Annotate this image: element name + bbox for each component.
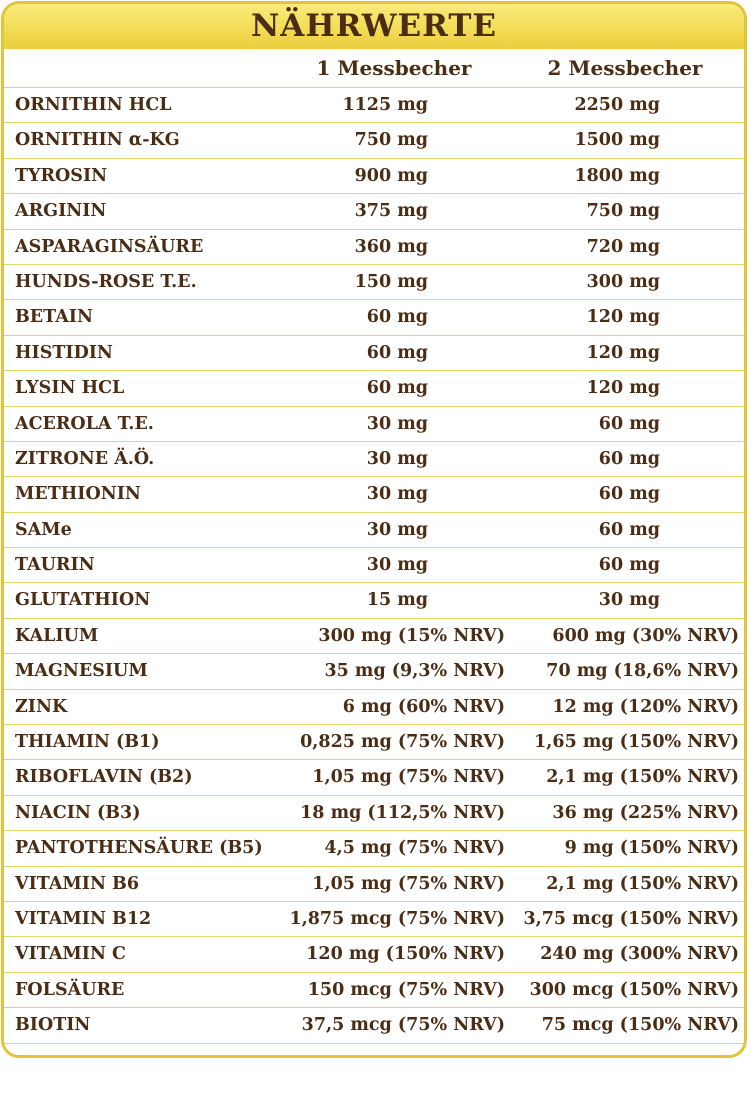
- table-row: [4, 513, 744, 548]
- nutrient-name: MAGNESIUM: [15, 661, 148, 682]
- value-one-scoop: 30 mg: [366, 484, 428, 505]
- nutrient-name: KALIUM: [15, 625, 99, 646]
- column-header-2: 2 Messbecher: [547, 56, 703, 80]
- table-row: [4, 583, 744, 618]
- value-two-scoops: 300 mg: [586, 271, 660, 292]
- value-two-scoops: 1500 mg: [574, 130, 660, 151]
- nutrient-name: VITAMIN C: [15, 944, 126, 965]
- nutrient-name: GLUTATHION: [15, 590, 151, 611]
- value-two-scoops: 120 mg: [586, 378, 660, 399]
- table-row: [4, 407, 744, 442]
- value-one-scoop: 750 mg: [354, 130, 428, 151]
- table-row: [4, 300, 744, 335]
- table-row: [4, 690, 744, 725]
- nutrient-name: TYROSIN: [15, 165, 108, 186]
- value-one-scoop: 1,05 mg (75% NRV): [312, 873, 505, 894]
- table-row: [4, 548, 744, 583]
- value-one-scoop: 35 mg (9,3% NRV): [324, 661, 505, 682]
- nutrient-name: HUNDS-ROSE T.E.: [15, 271, 197, 292]
- table-row: [4, 937, 744, 972]
- value-one-scoop: 30 mg: [366, 448, 428, 469]
- value-two-scoops: 30 mg: [598, 590, 660, 611]
- table-row: [4, 725, 744, 760]
- nutrient-name: BETAIN: [15, 307, 93, 328]
- value-one-scoop: 360 mg: [354, 236, 428, 257]
- value-two-scoops: 75 mcg (150% NRV): [541, 1015, 739, 1036]
- nutrient-name: RIBOFLAVIN (B2): [15, 767, 193, 788]
- value-two-scoops: 60 mg: [598, 519, 660, 540]
- value-two-scoops: 36 mg (225% NRV): [552, 802, 739, 823]
- nutrient-name: ZITRONE Ä.Ö.: [15, 448, 155, 469]
- table-row: [4, 265, 744, 300]
- value-two-scoops: 120 mg: [586, 342, 660, 363]
- value-two-scoops: 60 mg: [598, 448, 660, 469]
- table-row: [4, 831, 744, 866]
- value-one-scoop: 150 mcg (75% NRV): [307, 979, 505, 1000]
- table-row: [4, 654, 744, 689]
- value-one-scoop: 4,5 mg (75% NRV): [324, 838, 505, 859]
- nutrient-name: METHIONIN: [15, 484, 141, 505]
- nutrient-name: NIACIN (B3): [15, 802, 141, 823]
- value-two-scoops: 60 mg: [598, 413, 660, 434]
- table-row: [4, 336, 744, 371]
- value-one-scoop: 15 mg: [366, 590, 428, 611]
- value-two-scoops: 3,75 mcg (150% NRV): [523, 908, 739, 929]
- nutrient-name: TAURIN: [15, 555, 95, 576]
- value-two-scoops: 1,65 mg (150% NRV): [534, 732, 739, 753]
- table-row: [4, 796, 744, 831]
- value-two-scoops: 12 mg (120% NRV): [552, 696, 739, 717]
- value-two-scoops: 720 mg: [586, 236, 660, 257]
- nutrient-table: [4, 87, 744, 1044]
- value-two-scoops: 70 mg (18,6% NRV): [546, 661, 739, 682]
- table-row: [4, 371, 744, 406]
- value-two-scoops: 300 mcg (150% NRV): [529, 979, 739, 1000]
- value-one-scoop: 1,05 mg (75% NRV): [312, 767, 505, 788]
- value-two-scoops: 2250 mg: [574, 95, 660, 115]
- value-two-scoops: 120 mg: [586, 307, 660, 328]
- nutrient-name: PANTOTHENSÄURE (B5): [15, 838, 263, 859]
- nutrient-name: LYSIN HCL: [15, 378, 125, 399]
- value-two-scoops: 60 mg: [598, 555, 660, 576]
- nutrient-name: ASPARAGINSÄURE: [15, 236, 204, 257]
- nutrient-name: FOLSÄURE: [15, 979, 125, 1000]
- value-two-scoops: 2,1 mg (150% NRV): [546, 767, 739, 788]
- value-one-scoop: 150 mg: [354, 271, 428, 292]
- table-row: [4, 867, 744, 902]
- nutrient-name: SAMe: [15, 519, 72, 540]
- value-one-scoop: 60 mg: [366, 378, 428, 399]
- table-row: [4, 973, 744, 1008]
- value-two-scoops: 1800 mg: [574, 165, 660, 186]
- value-one-scoop: 1125 mg: [342, 95, 428, 115]
- table-row: [4, 442, 744, 477]
- nutrient-name: HISTIDIN: [15, 342, 113, 363]
- value-one-scoop: 37,5 mcg (75% NRV): [301, 1015, 505, 1036]
- value-two-scoops: 60 mg: [598, 484, 660, 505]
- table-row: [4, 1008, 744, 1043]
- value-one-scoop: 6 mg (60% NRV): [342, 696, 505, 717]
- value-one-scoop: 60 mg: [366, 342, 428, 363]
- table-row: [4, 619, 744, 654]
- value-two-scoops: 750 mg: [586, 201, 660, 222]
- table-row: [4, 477, 744, 512]
- value-one-scoop: 30 mg: [366, 519, 428, 540]
- table-row: [4, 194, 744, 229]
- nutrient-name: VITAMIN B12: [15, 908, 152, 929]
- nutrient-name: BIOTIN: [15, 1015, 91, 1036]
- table-row: [4, 230, 744, 265]
- nutrient-name: ORNITHIN HCL: [15, 95, 172, 115]
- value-one-scoop: 60 mg: [366, 307, 428, 328]
- value-one-scoop: 120 mg (150% NRV): [306, 944, 505, 965]
- table-row: [4, 159, 744, 194]
- value-one-scoop: 300 mg (15% NRV): [318, 625, 505, 646]
- nutrient-name: ZINK: [15, 696, 68, 717]
- value-one-scoop: 375 mg: [354, 201, 428, 222]
- value-one-scoop: 30 mg: [366, 555, 428, 576]
- nutrient-name: THIAMIN (B1): [15, 732, 160, 753]
- nutrition-panel: [1, 1, 747, 1058]
- value-two-scoops: 9 mg (150% NRV): [564, 838, 739, 859]
- nutrient-name: ORNITHIN α-KG: [15, 130, 180, 151]
- value-one-scoop: 30 mg: [366, 413, 428, 434]
- value-two-scoops: 2,1 mg (150% NRV): [546, 873, 739, 894]
- value-one-scoop: 1,875 mcg (75% NRV): [289, 908, 505, 929]
- value-two-scoops: 240 mg (300% NRV): [540, 944, 739, 965]
- nutrient-name: ARGININ: [15, 201, 107, 222]
- nutrient-name: ACEROLA T.E.: [15, 413, 154, 434]
- title-bar: [4, 4, 744, 49]
- column-header-1: 1 Messbecher: [316, 56, 472, 80]
- value-two-scoops: 600 mg (30% NRV): [552, 625, 739, 646]
- table-row: [4, 760, 744, 795]
- value-one-scoop: 18 mg (112,5% NRV): [300, 802, 505, 823]
- value-one-scoop: 0,825 mg (75% NRV): [300, 732, 505, 753]
- table-row: [4, 123, 744, 158]
- table-row: [4, 902, 744, 937]
- value-one-scoop: 900 mg: [354, 165, 428, 186]
- page-title: NÄHRWERTE: [250, 8, 498, 44]
- table-row: [4, 88, 744, 123]
- nutrient-name: VITAMIN B6: [15, 873, 140, 894]
